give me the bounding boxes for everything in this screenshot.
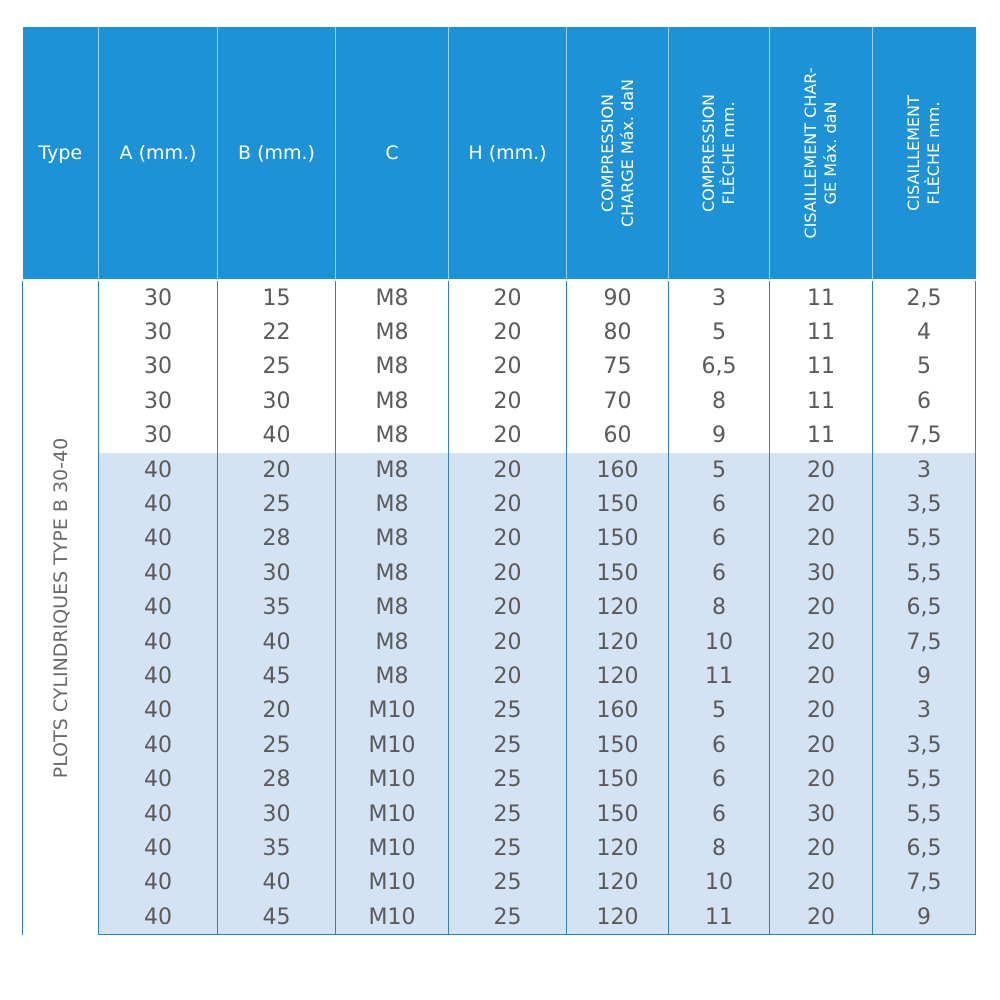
table-cell: 20 — [770, 522, 873, 556]
table-cell: 20 — [449, 659, 567, 693]
table-cell: 150 — [567, 797, 669, 831]
table-cell: M8 — [336, 522, 449, 556]
table-cell: 40 — [99, 866, 218, 900]
table-cell: 40 — [218, 866, 336, 900]
table-cell: 150 — [567, 522, 669, 556]
table-cell: 5 — [669, 453, 770, 487]
table-cell: 11 — [770, 384, 873, 418]
table-body — [23, 280, 976, 935]
table-cell: 11 — [770, 350, 873, 384]
spec-table — [22, 27, 976, 935]
table-cell: 11 — [770, 280, 873, 315]
table-cell: 28 — [218, 522, 336, 556]
column-header-label: B (mm.) — [238, 142, 315, 164]
table-cell: 20 — [218, 453, 336, 487]
column-header-7 — [770, 27, 873, 280]
table-cell: 3,5 — [873, 487, 976, 521]
table-cell: 150 — [567, 556, 669, 590]
table-cell: 10 — [669, 866, 770, 900]
table-cell: 7,5 — [873, 625, 976, 659]
table-cell: 20 — [449, 453, 567, 487]
column-header-line: CISAILLEMENT CHAR- — [801, 67, 820, 239]
table-cell: 40 — [218, 625, 336, 659]
table-cell: 25 — [449, 762, 567, 796]
table-cell: 30 — [218, 797, 336, 831]
column-header-2 — [218, 27, 336, 280]
table-cell: 120 — [567, 831, 669, 865]
table-cell: M8 — [336, 350, 449, 384]
table-cell: 20 — [218, 694, 336, 728]
table-cell: 30 — [99, 315, 218, 349]
table-cell: 5 — [669, 694, 770, 728]
table-cell: 40 — [218, 419, 336, 453]
table-cell: 28 — [218, 762, 336, 796]
table-cell: 120 — [567, 659, 669, 693]
table-cell: 75 — [567, 350, 669, 384]
table-cell: 30 — [770, 556, 873, 590]
table-row — [23, 625, 976, 659]
table-cell: 30 — [218, 384, 336, 418]
table-cell: 6 — [669, 556, 770, 590]
table-cell: 40 — [99, 625, 218, 659]
table-row — [23, 522, 976, 556]
table-cell: 6 — [669, 762, 770, 796]
table-row — [23, 866, 976, 900]
table-cell: 20 — [770, 762, 873, 796]
table-cell: 25 — [449, 831, 567, 865]
table-cell: M8 — [336, 591, 449, 625]
table-cell: 20 — [770, 659, 873, 693]
column-header-line: GE Máx. daN — [821, 101, 840, 205]
table-cell: 40 — [99, 556, 218, 590]
table-cell: M8 — [336, 556, 449, 590]
table-row — [23, 591, 976, 625]
table-cell: 9 — [873, 659, 976, 693]
table-cell: 11 — [770, 315, 873, 349]
table-cell: 40 — [99, 694, 218, 728]
table-cell: 20 — [449, 419, 567, 453]
table-cell: 6 — [669, 487, 770, 521]
table-row — [23, 900, 976, 935]
table-cell: 25 — [449, 797, 567, 831]
table-cell: 20 — [770, 900, 873, 935]
table-cell: 40 — [99, 659, 218, 693]
table-cell: 30 — [99, 280, 218, 315]
table-cell: 120 — [567, 866, 669, 900]
table-cell: 20 — [449, 625, 567, 659]
table-cell: 15 — [218, 280, 336, 315]
table-cell: 3 — [873, 694, 976, 728]
type-group-cell — [23, 280, 99, 935]
table-cell: M10 — [336, 728, 449, 762]
table-cell: M10 — [336, 694, 449, 728]
table-cell: 7,5 — [873, 419, 976, 453]
table-row — [23, 797, 976, 831]
table-cell: 25 — [218, 728, 336, 762]
table-cell: 45 — [218, 900, 336, 935]
table-cell: 20 — [449, 487, 567, 521]
table-cell: 6 — [669, 797, 770, 831]
table-cell: 6 — [873, 384, 976, 418]
table-cell: M8 — [336, 453, 449, 487]
table-cell: 25 — [218, 487, 336, 521]
table-cell: 6,5 — [669, 350, 770, 384]
table-cell: M8 — [336, 487, 449, 521]
column-header-line: COMPRESSION — [699, 93, 718, 213]
table-row — [23, 556, 976, 590]
header-row — [23, 27, 976, 280]
table-cell: 45 — [218, 659, 336, 693]
table-cell: 3 — [873, 453, 976, 487]
table-cell: M8 — [336, 280, 449, 315]
table-cell: 160 — [567, 453, 669, 487]
table-cell: 10 — [669, 625, 770, 659]
table-cell: 20 — [770, 831, 873, 865]
type-group-label: PLOTS CYLINDRIQUES TYPE B 30-40 — [49, 437, 72, 779]
table-cell: 20 — [770, 487, 873, 521]
table-cell: 20 — [449, 556, 567, 590]
table-row — [23, 453, 976, 487]
table-row — [23, 728, 976, 762]
table-cell: 120 — [567, 591, 669, 625]
table-cell: 5,5 — [873, 762, 976, 796]
table-cell: 40 — [99, 831, 218, 865]
table-cell: M10 — [336, 900, 449, 935]
table-cell: 5,5 — [873, 797, 976, 831]
table-cell: 5,5 — [873, 522, 976, 556]
table-cell: 6,5 — [873, 831, 976, 865]
table-cell: 20 — [770, 728, 873, 762]
column-header-1 — [99, 27, 218, 280]
table-cell: 150 — [567, 728, 669, 762]
table-cell: 9 — [873, 900, 976, 935]
table-cell: 3,5 — [873, 728, 976, 762]
table-cell: 35 — [218, 831, 336, 865]
table-cell: 20 — [770, 694, 873, 728]
table-row — [23, 694, 976, 728]
table-cell: 20 — [449, 280, 567, 315]
table-cell: 25 — [449, 694, 567, 728]
table-cell: 25 — [449, 728, 567, 762]
table-header — [23, 27, 976, 280]
table-cell: M8 — [336, 659, 449, 693]
column-header-label: C — [385, 142, 399, 164]
table-cell: 80 — [567, 315, 669, 349]
table-cell: 150 — [567, 487, 669, 521]
table-cell: 70 — [567, 384, 669, 418]
table-row — [23, 659, 976, 693]
table-cell: 40 — [99, 591, 218, 625]
table-cell: 9 — [669, 419, 770, 453]
table-cell: 30 — [99, 350, 218, 384]
column-header-label: H (mm.) — [468, 142, 547, 164]
table-cell: 2,5 — [873, 280, 976, 315]
spec-table-sheet — [22, 27, 975, 935]
table-cell: 11 — [669, 900, 770, 935]
table-cell: 40 — [99, 522, 218, 556]
table-cell: 30 — [218, 556, 336, 590]
table-cell: 5,5 — [873, 556, 976, 590]
table-row — [23, 762, 976, 796]
table-cell: 20 — [449, 522, 567, 556]
table-cell: 20 — [449, 591, 567, 625]
table-cell: 6,5 — [873, 591, 976, 625]
table-cell: 25 — [449, 900, 567, 935]
table-cell: 7,5 — [873, 866, 976, 900]
column-header-4 — [449, 27, 567, 280]
table-cell: 20 — [770, 625, 873, 659]
table-cell: 8 — [669, 591, 770, 625]
table-cell: 3 — [669, 280, 770, 315]
column-header-line: COMPRESSION — [597, 93, 617, 213]
table-cell: 40 — [99, 453, 218, 487]
table-cell: 40 — [99, 762, 218, 796]
table-cell: M10 — [336, 762, 449, 796]
table-cell: M8 — [336, 384, 449, 418]
table-cell: 30 — [99, 419, 218, 453]
table-row — [23, 384, 976, 418]
table-cell: M10 — [336, 831, 449, 865]
table-cell: 20 — [770, 591, 873, 625]
table-cell: 5 — [873, 350, 976, 384]
column-header-3 — [336, 27, 449, 280]
table-cell: 40 — [99, 797, 218, 831]
table-cell: 6 — [669, 728, 770, 762]
column-header-0 — [23, 27, 99, 280]
column-header-line: FLÈCHE mm. — [719, 101, 738, 205]
table-cell: 22 — [218, 315, 336, 349]
table-row — [23, 350, 976, 384]
table-cell: 8 — [669, 831, 770, 865]
table-cell: M8 — [336, 315, 449, 349]
table-cell: 20 — [449, 315, 567, 349]
table-cell: 30 — [770, 797, 873, 831]
table-cell: 40 — [99, 728, 218, 762]
table-cell: 11 — [669, 659, 770, 693]
table-row — [23, 419, 976, 453]
table-cell: 20 — [449, 350, 567, 384]
table-cell: 60 — [567, 419, 669, 453]
table-cell: 20 — [449, 384, 567, 418]
table-cell: 30 — [99, 384, 218, 418]
table-cell: 20 — [770, 866, 873, 900]
table-cell: 5 — [669, 315, 770, 349]
table-cell: 120 — [567, 900, 669, 935]
column-header-line: CHARGE Máx. daN — [617, 78, 637, 228]
table-row — [23, 315, 976, 349]
table-cell: 90 — [567, 280, 669, 315]
table-cell: 150 — [567, 762, 669, 796]
table-cell: 11 — [770, 419, 873, 453]
table-cell: 120 — [567, 625, 669, 659]
table-cell: 160 — [567, 694, 669, 728]
table-cell: 40 — [99, 487, 218, 521]
table-cell: 6 — [669, 522, 770, 556]
table-row — [23, 831, 976, 865]
column-header-line: CISAILLEMENT — [904, 95, 924, 211]
table-cell: 8 — [669, 384, 770, 418]
column-header-6 — [669, 27, 770, 280]
table-cell: M8 — [336, 625, 449, 659]
table-cell: 35 — [218, 591, 336, 625]
table-cell: 20 — [770, 453, 873, 487]
table-cell: M10 — [336, 866, 449, 900]
table-cell: M8 — [336, 419, 449, 453]
column-header-label: A (mm.) — [119, 142, 197, 164]
table-row — [23, 487, 976, 521]
column-header-8 — [873, 27, 976, 280]
column-header-label: Type — [38, 142, 83, 164]
table-row — [23, 280, 976, 315]
column-header-line: FLÈCHE mm. — [924, 101, 944, 205]
column-header-5 — [567, 27, 669, 280]
table-cell: 25 — [218, 350, 336, 384]
table-cell: 4 — [873, 315, 976, 349]
table-cell: M10 — [336, 797, 449, 831]
table-cell: 25 — [449, 866, 567, 900]
table-cell: 40 — [99, 900, 218, 935]
